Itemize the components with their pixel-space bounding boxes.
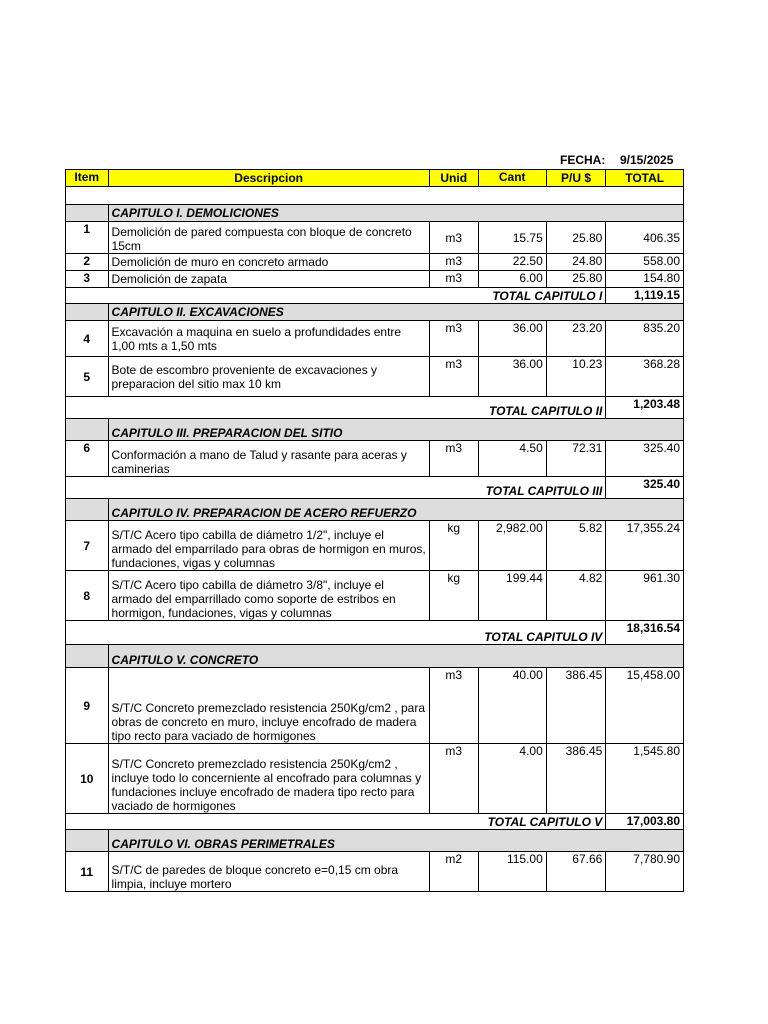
- item-total: 325.40: [606, 441, 684, 477]
- item-quantity: 199.44: [478, 571, 546, 621]
- item-description: Demolición de muro en concreto armado: [108, 254, 429, 271]
- budget-table: [65, 169, 684, 892]
- item-unit: m3: [429, 668, 478, 744]
- item-quantity: 22.50: [478, 254, 546, 271]
- chapter-total-value: 18,316.54: [606, 621, 684, 645]
- item-number: 10: [66, 744, 109, 814]
- chapter-total-row: [66, 621, 684, 645]
- header-row: [66, 170, 684, 187]
- item-description: Excavación a maquina en suelo a profundidades entre 1,00 mts a 1,50 mts: [108, 321, 429, 357]
- item-quantity: 4.50: [478, 441, 546, 477]
- item-description: Demolición de pared compuesta con bloque de concreto 15cm: [108, 222, 429, 254]
- chapter-total-value: 325.40: [606, 477, 684, 499]
- item-quantity: 6.00: [478, 271, 546, 288]
- item-unit-price: 386.45: [546, 744, 606, 814]
- item-total: 1,545.80: [606, 744, 684, 814]
- item-number: 3: [66, 271, 109, 288]
- col-item: Item: [66, 170, 109, 187]
- item-unit-price: 72.31: [546, 441, 606, 477]
- chapter-total-row: [66, 477, 684, 499]
- spacer-row: [66, 187, 684, 205]
- item-unit: kg: [429, 521, 478, 571]
- item-description: S/T/C Acero tipo cabilla de diámetro 1/2", incluye el armado del emparrilado para obras de hormigon en muros, fundaciones, vigas y columnas: [108, 521, 429, 571]
- chapter-header: [66, 645, 684, 668]
- col-pu: P/U $: [546, 170, 606, 187]
- item-unit-price: 10.23: [546, 357, 606, 397]
- item-quantity: 36.00: [478, 357, 546, 397]
- item-total: 154.80: [606, 271, 684, 288]
- fecha-label: FECHA:: [560, 153, 606, 167]
- chapter-total-row: [66, 397, 684, 419]
- item-number: 4: [66, 321, 109, 357]
- item-total: 406.35: [606, 222, 684, 254]
- item-description: Demolición de zapata: [108, 271, 429, 288]
- item-total: 368.28: [606, 357, 684, 397]
- item-unit-price: 23.20: [546, 321, 606, 357]
- item-number: 6: [66, 441, 109, 477]
- item-unit-price: 25.80: [546, 271, 606, 288]
- item-unit: m3: [429, 254, 478, 271]
- chapter-total-label: TOTAL CAPITULO II: [66, 397, 606, 419]
- item-unit-price: 25.80: [546, 222, 606, 254]
- table-row: [66, 271, 684, 288]
- item-quantity: 15.75: [478, 222, 546, 254]
- item-description: S/T/C Acero tipo cabilla de diámetro 3/8", incluye el armado del emparrillado como soporte de estribos en hormigon, fundaciones, vigas y columnas: [108, 571, 429, 621]
- chapter-total-value: 17,003.80: [606, 814, 684, 830]
- table-row: [66, 254, 684, 271]
- chapter-title: CAPITULO IV. PREPARACION DE ACERO REFUERZO: [108, 499, 683, 521]
- item-number: 5: [66, 357, 109, 397]
- table-row: [66, 357, 684, 397]
- chapter-total-label: TOTAL CAPITULO III: [66, 477, 606, 499]
- item-unit: m3: [429, 321, 478, 357]
- item-unit-price: 24.80: [546, 254, 606, 271]
- item-total: 835.20: [606, 321, 684, 357]
- item-description: Conformación a mano de Talud y rasante para aceras y caminerias: [108, 441, 429, 477]
- item-quantity: 40.00: [478, 668, 546, 744]
- item-total: 961.30: [606, 571, 684, 621]
- item-total: 15,458.00: [606, 668, 684, 744]
- item-total: 17,355.24: [606, 521, 684, 571]
- item-description: S/T/C Concreto premezclado resistencia 250Kg/cm2 , incluye todo lo concerniente al encofrado para columnas y fundaciones incluye encofrado de madera tipo recto para vaciado de hormigones: [108, 744, 429, 814]
- chapter-title: CAPITULO II. EXCAVACIONES: [108, 304, 683, 321]
- table-row: [66, 744, 684, 814]
- item-unit-price: 386.45: [546, 668, 606, 744]
- item-unit-price: 4.82: [546, 571, 606, 621]
- item-number: 11: [66, 852, 109, 892]
- item-unit-price: 67.66: [546, 852, 606, 892]
- table-row: [66, 321, 684, 357]
- fecha-value: 9/15/2025: [620, 153, 674, 167]
- chapter-title: CAPITULO V. CONCRETO: [108, 645, 683, 668]
- item-unit: m3: [429, 357, 478, 397]
- col-unid: Unid: [429, 170, 478, 187]
- item-unit: kg: [429, 571, 478, 621]
- item-number: 1: [66, 222, 109, 254]
- chapter-header: [66, 205, 684, 222]
- item-description: Bote de escombro proveniente de excavaciones y preparacion del sitio max 10 km: [108, 357, 429, 397]
- item-quantity: 4.00: [478, 744, 546, 814]
- chapter-total-label: TOTAL CAPITULO IV: [66, 621, 606, 645]
- chapter-title: CAPITULO VI. OBRAS PERIMETRALES: [108, 830, 683, 852]
- item-unit: m3: [429, 744, 478, 814]
- item-quantity: 36.00: [478, 321, 546, 357]
- chapter-header: [66, 499, 684, 521]
- chapter-total-row: [66, 288, 684, 304]
- chapter-header: [66, 419, 684, 441]
- col-descripcion: Descripcion: [108, 170, 429, 187]
- item-unit-price: 5.82: [546, 521, 606, 571]
- table-row: [66, 571, 684, 621]
- table-row: [66, 222, 684, 254]
- item-total: 7,780.90: [606, 852, 684, 892]
- item-unit: m2: [429, 852, 478, 892]
- item-quantity: 2,982.00: [478, 521, 546, 571]
- table-row: [66, 668, 684, 744]
- item-quantity: 115.00: [478, 852, 546, 892]
- item-description: S/T/C Concreto premezclado resistencia 250Kg/cm2 , para obras de concreto en muro, incluye encofrado de madera tipo recto para vaciado de hormigones: [108, 668, 429, 744]
- chapter-title: CAPITULO III. PREPARACION DEL SITIO: [108, 419, 683, 441]
- chapter-total-value: 1,203.48: [606, 397, 684, 419]
- item-unit: m3: [429, 222, 478, 254]
- item-unit: m3: [429, 271, 478, 288]
- chapter-total-label: TOTAL CAPITULO I: [66, 288, 606, 304]
- chapter-header: [66, 304, 684, 321]
- chapter-total-label: TOTAL CAPITULO V: [66, 814, 606, 830]
- table-row: [66, 441, 684, 477]
- col-cant: Cant: [478, 170, 546, 187]
- col-total: TOTAL: [606, 170, 684, 187]
- item-total: 558.00: [606, 254, 684, 271]
- chapter-total-value: 1,119.15: [606, 288, 684, 304]
- item-unit: m3: [429, 441, 478, 477]
- table-row: [66, 521, 684, 571]
- item-number: 2: [66, 254, 109, 271]
- item-number: 9: [66, 668, 109, 744]
- chapter-header: [66, 830, 684, 852]
- item-number: 8: [66, 571, 109, 621]
- chapter-total-row: [66, 814, 684, 830]
- chapter-title: CAPITULO I. DEMOLICIONES: [108, 205, 683, 222]
- table-row: [66, 852, 684, 892]
- item-description: S/T/C de paredes de bloque concreto e=0,15 cm obra limpia, incluye mortero: [108, 852, 429, 892]
- item-number: 7: [66, 521, 109, 571]
